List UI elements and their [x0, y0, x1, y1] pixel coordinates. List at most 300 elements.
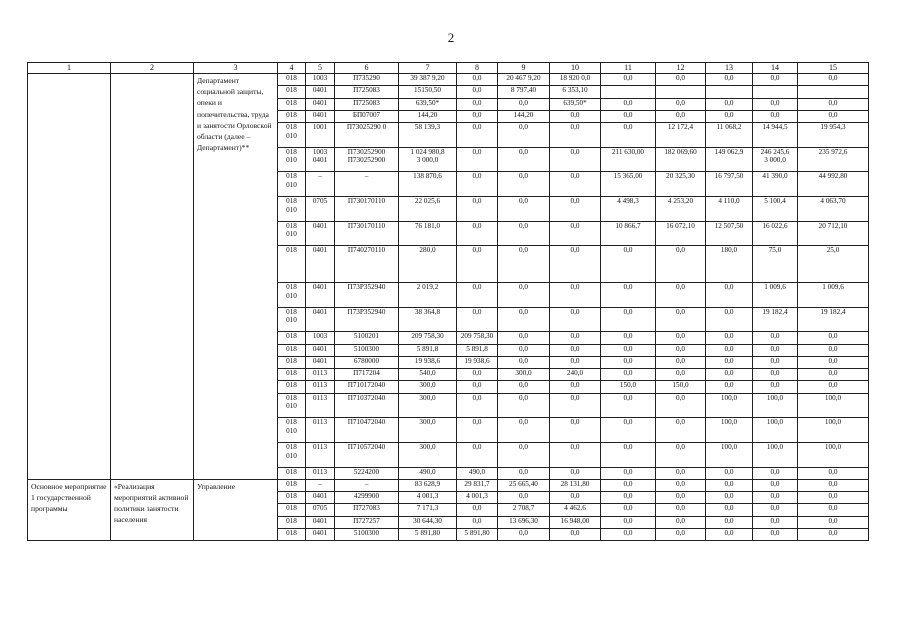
header-cell: 4	[278, 63, 306, 74]
cell-text: 0,0	[724, 492, 734, 501]
cell-text: 018	[286, 147, 297, 156]
cell-text: 018	[286, 381, 297, 390]
cell-text: 209 758,30	[411, 332, 444, 341]
cell-text: 0,0	[724, 332, 734, 341]
cell-text: 0,0	[676, 283, 685, 292]
cell-text: 0,0	[676, 356, 685, 365]
table-cell	[798, 123, 869, 148]
cell-text: 5 100,4	[764, 196, 786, 205]
cell-text: 0,0	[724, 98, 734, 107]
cell-text: 0,0	[770, 98, 780, 107]
table-cell	[335, 381, 399, 393]
table-cell	[550, 504, 601, 516]
table-cell	[278, 283, 306, 308]
cell-text: 19 938,6	[464, 356, 490, 365]
cell-text: 0,0	[828, 110, 838, 119]
cell-text: 018	[286, 283, 297, 292]
table-cell	[601, 307, 656, 332]
table-cell	[550, 221, 601, 246]
cell-text: 100,0	[824, 418, 842, 427]
cell-text: 5224200	[353, 467, 380, 476]
header-cell: 15	[798, 63, 869, 74]
cell-text: 010	[286, 156, 297, 165]
header-cell: 1	[28, 63, 111, 74]
table-cell	[278, 369, 306, 381]
table-cell	[498, 307, 550, 332]
cell-text: 018	[286, 221, 297, 230]
table-cell	[335, 147, 399, 172]
cell-text: 0,0	[570, 147, 580, 156]
table-cell	[753, 492, 798, 504]
header-cell: 11	[601, 63, 656, 74]
table-cell	[706, 492, 753, 504]
cell-text: 0,0	[623, 74, 633, 82]
cell-text: 11 068,2	[716, 123, 742, 132]
header-cell: 7	[399, 63, 457, 74]
activity-name-cell: Основное мероприятие 1 государственной программы	[28, 479, 111, 540]
table-cell	[798, 110, 869, 122]
cell-text: 38 364,8	[414, 307, 441, 316]
table-cell	[601, 393, 656, 418]
cell-text: 018	[286, 98, 297, 107]
cell-text: 0,0	[770, 479, 780, 488]
cell-text: 0,0	[724, 74, 734, 82]
table-cell	[498, 246, 550, 283]
table-cell	[335, 479, 399, 491]
cell-text: 12 507,50	[714, 221, 744, 230]
cell-text: 010	[286, 291, 297, 300]
cell-text: 0,0	[570, 307, 580, 316]
cell-text: 300,0	[419, 442, 436, 451]
table-cell	[550, 332, 601, 344]
page-number: 2	[447, 30, 455, 45]
cell-text: 0,0	[770, 528, 780, 537]
table-cell	[601, 516, 656, 528]
cell-text: 0,0	[828, 504, 838, 513]
cell-text: –	[364, 172, 369, 181]
cell-text: 0,0	[676, 110, 685, 119]
table-cell	[399, 86, 457, 98]
cell-text: 639,50*	[415, 98, 440, 107]
table-cell	[550, 196, 601, 221]
cell-text: 0,0	[724, 283, 734, 292]
table-cell	[753, 307, 798, 332]
table-cell	[656, 98, 706, 110]
cell-text: 1 024 980,8	[410, 147, 445, 156]
cell-text: 0,0	[472, 516, 482, 525]
table-cell	[798, 246, 869, 283]
table-cell	[656, 369, 706, 381]
cell-text: П710172040	[347, 381, 386, 390]
table-cell	[457, 246, 498, 283]
header-cell: 10	[550, 63, 601, 74]
table-cell	[457, 332, 498, 344]
table-cell	[278, 110, 306, 122]
table-cell	[656, 307, 706, 332]
cell-text: 19 182,4	[762, 307, 788, 316]
table-cell	[550, 344, 601, 356]
cell-text: 0,0	[570, 246, 580, 255]
cell-text	[755, 86, 795, 95]
table-cell	[498, 74, 550, 86]
table-cell	[601, 147, 656, 172]
table-cell	[706, 110, 753, 122]
table-cell	[601, 221, 656, 246]
cell-text: 0,0	[570, 110, 580, 119]
cell-text: 29 831,7	[464, 479, 490, 488]
cell-text: 0,0	[770, 467, 780, 476]
table-cell	[656, 221, 706, 246]
cell-text: 211 630,00	[611, 147, 645, 156]
cell-text: 16 022,6	[762, 221, 788, 230]
cell-text: 0,0	[770, 344, 780, 353]
table-cell	[706, 246, 753, 283]
table-cell	[706, 196, 753, 221]
cell-text: 1003	[312, 74, 328, 82]
table-cell	[457, 344, 498, 356]
cell-text: 010	[286, 205, 297, 214]
cell-text: 0,0	[519, 467, 528, 476]
table-cell	[498, 504, 550, 516]
table-cell	[278, 98, 306, 110]
cell-text: 0,0	[724, 307, 734, 316]
table-cell	[306, 467, 335, 479]
cell-text: 0,0	[676, 516, 685, 525]
table-cell	[278, 196, 306, 221]
table-cell	[753, 344, 798, 356]
cell-text: 018	[286, 442, 297, 451]
table-cell	[335, 74, 399, 86]
cell-text: П730252900	[347, 156, 386, 165]
table-cell	[753, 86, 798, 98]
table-cell	[306, 479, 335, 491]
cell-text: 39 387 9,20	[410, 74, 445, 82]
table-cell	[457, 369, 498, 381]
table-cell	[498, 442, 550, 467]
cell-text: 4 498,3	[617, 196, 639, 205]
table-cell	[601, 467, 656, 479]
cell-text: П730170110	[347, 221, 386, 230]
cell-text: 018	[286, 393, 297, 402]
table-cell	[656, 479, 706, 491]
table-cell	[753, 110, 798, 122]
table-cell	[798, 516, 869, 528]
table-cell	[753, 147, 798, 172]
table-cell	[498, 344, 550, 356]
table-cell	[550, 307, 601, 332]
cell-text: 0,0	[676, 74, 685, 82]
header-cell: 8	[457, 63, 498, 74]
cell-text: 0,0	[570, 332, 580, 341]
cell-text: 4 253,20	[667, 196, 694, 205]
activity-name-cell	[28, 74, 111, 480]
cell-text: 16 797,50	[714, 172, 744, 181]
cell-text: 20 712,10	[818, 221, 848, 230]
table-cell	[798, 172, 869, 197]
cell-text: 0,0	[770, 504, 780, 513]
table-cell	[798, 74, 869, 86]
cell-text: 0,0	[623, 528, 633, 537]
table-cell	[498, 332, 550, 344]
table-cell	[798, 307, 869, 332]
table-cell	[798, 356, 869, 368]
table-cell	[706, 504, 753, 516]
table-cell	[656, 196, 706, 221]
table-cell	[601, 172, 656, 197]
header-cell: 5	[306, 63, 335, 74]
table-cell	[706, 86, 753, 98]
table-cell	[457, 283, 498, 308]
table-cell	[706, 369, 753, 381]
table-cell	[306, 283, 335, 308]
cell-text: 0,0	[519, 283, 528, 292]
cell-text: 490,0	[468, 467, 486, 476]
cell-text: 209 758,30	[460, 332, 494, 341]
table-cell	[656, 442, 706, 467]
table-cell	[550, 516, 601, 528]
table-cell	[335, 332, 399, 344]
table-cell	[601, 283, 656, 308]
cell-text: 010	[286, 180, 297, 189]
table-cell	[798, 344, 869, 356]
cell-text: 0,0	[570, 123, 580, 132]
table-cell	[335, 98, 399, 110]
cell-text: 5100300	[353, 528, 380, 537]
table-cell	[278, 221, 306, 246]
table-cell	[498, 283, 550, 308]
cell-text: 100,0	[824, 442, 842, 451]
cell-text: 0401	[312, 221, 328, 230]
table-cell	[550, 442, 601, 467]
table-cell	[306, 332, 335, 344]
table-cell	[278, 344, 306, 356]
cell-text: 182 069,60	[664, 147, 697, 156]
table-cell	[498, 381, 550, 393]
cell-text: 490,0	[419, 467, 436, 476]
table-cell	[278, 172, 306, 197]
cell-text: 30 644,30	[413, 516, 442, 525]
cell-text: 0,0	[570, 283, 580, 292]
cell-text: 2 019,2	[416, 283, 439, 292]
cell-text: 180,0	[720, 246, 738, 255]
table-cell	[306, 98, 335, 110]
cell-text: 0,0	[770, 381, 780, 390]
table-cell	[399, 356, 457, 368]
table-cell	[706, 221, 753, 246]
table-cell	[306, 442, 335, 467]
cell-text: БП07007	[352, 110, 381, 119]
cell-text	[658, 86, 703, 95]
cell-text: 4299900	[353, 492, 380, 501]
table-cell	[498, 479, 550, 491]
cell-text: 0,0	[623, 479, 633, 488]
cell-text: 0401	[312, 344, 328, 353]
table-cell	[335, 442, 399, 467]
cell-text: 0,0	[724, 344, 734, 353]
table-cell	[498, 98, 550, 110]
table-cell	[278, 418, 306, 443]
table-cell	[706, 172, 753, 197]
table-cell	[706, 283, 753, 308]
table-cell	[306, 74, 335, 86]
cell-text: 0,0	[623, 516, 633, 525]
header-cell: 6	[335, 63, 399, 74]
table-cell	[335, 492, 399, 504]
table-cell	[601, 86, 656, 98]
cell-text: 0,0	[519, 356, 528, 365]
table-cell	[306, 492, 335, 504]
cell-text: 0401	[312, 283, 328, 292]
cell-text: 0,0	[472, 381, 482, 390]
table-cell	[550, 479, 601, 491]
table-cell	[399, 307, 457, 332]
table-cell	[399, 369, 457, 381]
cell-text: 018	[286, 504, 297, 513]
cell-text: 25 665,40	[509, 479, 538, 488]
table-cell	[457, 147, 498, 172]
table-cell	[706, 344, 753, 356]
cell-text: 010	[286, 230, 297, 239]
table-cell	[278, 356, 306, 368]
table-cell	[656, 332, 706, 344]
cell-text: 018	[286, 110, 297, 119]
cell-text: 0401	[312, 492, 328, 501]
table-cell	[457, 196, 498, 221]
cell-text: 639,50*	[563, 98, 587, 107]
cell-text: 5100300	[353, 344, 380, 353]
cell-text: 0113	[312, 393, 328, 402]
table-cell	[335, 221, 399, 246]
cell-text: –	[318, 479, 322, 488]
table-cell	[656, 393, 706, 418]
table-cell	[498, 110, 550, 122]
table-cell	[798, 283, 869, 308]
table-cell	[399, 479, 457, 491]
table-cell	[306, 528, 335, 540]
table-cell	[601, 332, 656, 344]
cell-text: 0,0	[828, 344, 838, 353]
cell-text: 0,0	[676, 492, 685, 501]
cell-text: 0,0	[472, 369, 482, 378]
cell-text: 0,0	[676, 528, 685, 537]
cell-text: 0,0	[519, 307, 528, 316]
cell-text: 0,0	[519, 528, 528, 537]
cell-text: 0,0	[519, 393, 528, 402]
table-cell	[278, 381, 306, 393]
cell-text: 010	[286, 402, 297, 411]
table-cell	[753, 221, 798, 246]
table-cell	[457, 74, 498, 86]
cell-text: 010	[286, 426, 297, 435]
cell-text: 0,0	[676, 418, 685, 427]
cell-text: 0,0	[519, 344, 528, 353]
cell-text: 0,0	[570, 221, 580, 230]
cell-text: 0,0	[623, 504, 633, 513]
table-cell	[457, 307, 498, 332]
cell-text: 0,0	[724, 369, 734, 378]
cell-text	[603, 86, 653, 95]
table-cell	[399, 110, 457, 122]
table-cell	[798, 381, 869, 393]
table-cell	[278, 393, 306, 418]
cell-text: 0401	[312, 516, 328, 525]
cell-text: 7 171,3	[416, 504, 439, 513]
cell-text: 8 797,40	[510, 86, 537, 95]
cell-text: 0401	[312, 307, 328, 316]
table-cell	[399, 516, 457, 528]
cell-text: 0,0	[472, 418, 482, 427]
cell-text: 0,0	[623, 307, 633, 316]
table-cell	[706, 467, 753, 479]
cell-text: 0,0	[570, 442, 580, 451]
table-cell	[753, 172, 798, 197]
table-cell	[798, 86, 869, 98]
table-cell	[306, 147, 335, 172]
cell-text: 018	[286, 528, 297, 537]
cell-text: 0,0	[623, 332, 633, 341]
table-cell	[306, 418, 335, 443]
cell-text: 0401	[312, 110, 328, 119]
cell-text: 0,0	[676, 479, 685, 488]
cell-text: 0,0	[519, 418, 528, 427]
table-cell	[457, 467, 498, 479]
cell-text: 12 172,4	[667, 123, 694, 132]
table-cell	[601, 110, 656, 122]
table-cell	[335, 307, 399, 332]
cell-text: 16 072,10	[666, 221, 695, 230]
table-cell	[399, 246, 457, 283]
table-cell	[656, 246, 706, 283]
cell-text: 0,0	[676, 393, 685, 402]
table-cell	[706, 528, 753, 540]
table-cell	[335, 369, 399, 381]
cell-text: П73Р352940	[347, 307, 386, 316]
table-cell	[278, 246, 306, 283]
cell-text: 0,0	[828, 356, 838, 365]
table-cell	[399, 147, 457, 172]
table-cell	[550, 381, 601, 393]
cell-text: 0,0	[828, 369, 838, 378]
table-cell	[656, 492, 706, 504]
table-cell	[753, 442, 798, 467]
table-cell	[335, 418, 399, 443]
table-cell	[306, 86, 335, 98]
table-cell	[753, 479, 798, 491]
table-cell	[798, 479, 869, 491]
table-cell	[753, 246, 798, 283]
table-cell	[498, 86, 550, 98]
cell-text: 018	[286, 418, 297, 427]
cell-text: 0,0	[570, 196, 580, 205]
table-cell	[656, 110, 706, 122]
table-cell	[656, 516, 706, 528]
cell-text	[800, 86, 866, 95]
table-cell	[457, 528, 498, 540]
table-cell	[457, 442, 498, 467]
table-cell	[706, 74, 753, 86]
cell-text: 0,0	[770, 369, 780, 378]
table-cell	[798, 504, 869, 516]
table-cell	[306, 504, 335, 516]
cell-text: 0113	[312, 369, 328, 378]
table-cell	[399, 504, 457, 516]
table-cell	[335, 123, 399, 148]
cell-text: П730170110	[347, 196, 386, 205]
table-cell	[706, 381, 753, 393]
cell-text: 018	[286, 332, 297, 341]
cell-text: 018	[286, 479, 297, 488]
cell-text: 010	[286, 131, 297, 140]
